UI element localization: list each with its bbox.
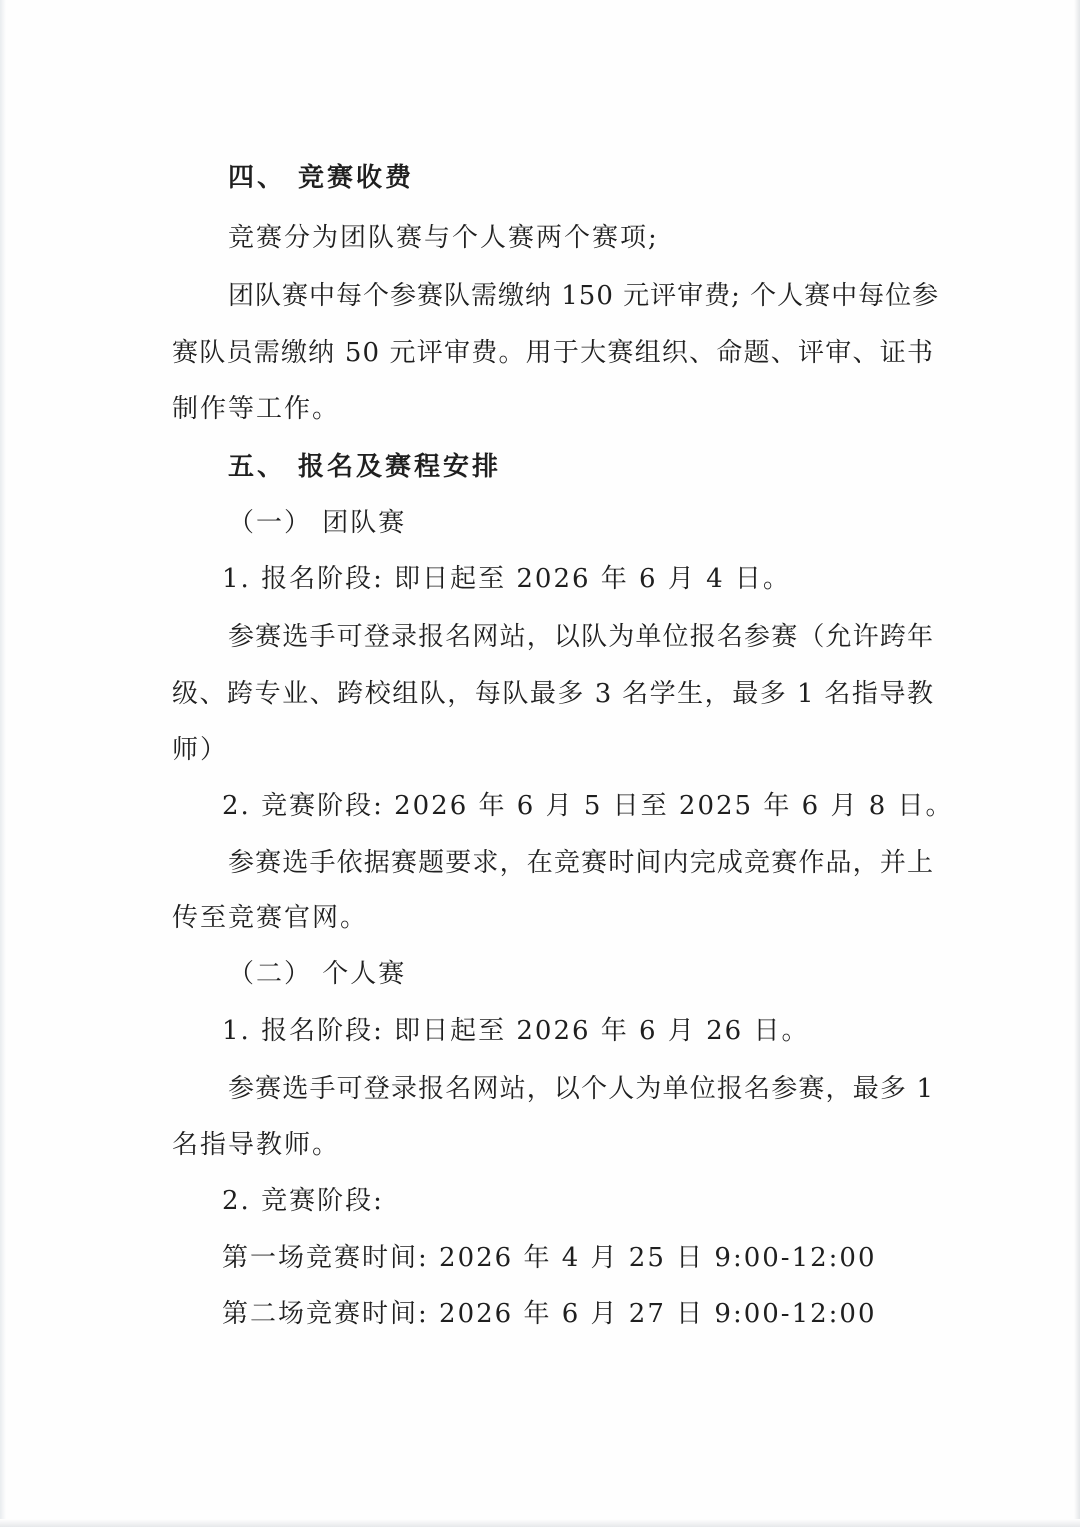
paragraph-line: 名指导教师。: [172, 1130, 341, 1160]
session-time: 第二场竞赛时间: 2026 年 6 月 27 日 9:00-12:00: [222, 1299, 877, 1329]
paragraph-line: 竞赛分为团队赛与个人赛两个赛项;: [228, 223, 659, 253]
section-heading-schedule: 五、 报名及赛程安排: [228, 452, 502, 482]
paragraph-line: 参赛选手依据赛题要求，在竞赛时间内完成竞赛作品，并上: [228, 848, 934, 878]
subsection-heading-team: （一） 团队赛: [228, 508, 407, 538]
paragraph-line: 参赛选手可登录报名网站，以个人为单位报名参赛，最多 1: [228, 1074, 934, 1104]
list-item: 2. 竞赛阶段:: [222, 1186, 384, 1216]
paragraph-line: 团队赛中每个参赛队需缴纳 150 元评审费; 个人赛中每位参: [228, 281, 940, 311]
paragraph-line: 传至竞赛官网。: [172, 903, 369, 933]
paragraph-line: 师）: [172, 735, 229, 765]
scan-edge-bottom: [0, 1519, 1080, 1527]
paragraph-line: 赛队员需缴纳 50 元评审费。用于大赛组织、命题、评审、证书: [172, 338, 934, 368]
scan-edge-right: [1074, 0, 1080, 1527]
list-item: 1. 报名阶段: 即日起至 2026 年 6 月 4 日。: [222, 564, 791, 594]
paragraph-line: 级、跨专业、跨校组队，每队最多 3 名学生，最多 1 名指导教: [172, 679, 934, 709]
paragraph-line: 制作等工作。: [172, 394, 341, 424]
section-heading-fees: 四、 竞赛收费: [228, 163, 415, 193]
paragraph-line: 参赛选手可登录报名网站，以队为单位报名参赛（允许跨年: [228, 622, 934, 652]
subsection-heading-individual: （二） 个人赛: [228, 959, 407, 989]
list-item: 2. 竞赛阶段: 2026 年 6 月 5 日至 2025 年 6 月 8 日。: [222, 791, 954, 821]
scan-edge-left: [0, 0, 6, 1527]
list-item: 1. 报名阶段: 即日起至 2026 年 6 月 26 日。: [222, 1016, 810, 1046]
session-time: 第一场竞赛时间: 2026 年 4 月 25 日 9:00-12:00: [222, 1243, 877, 1273]
